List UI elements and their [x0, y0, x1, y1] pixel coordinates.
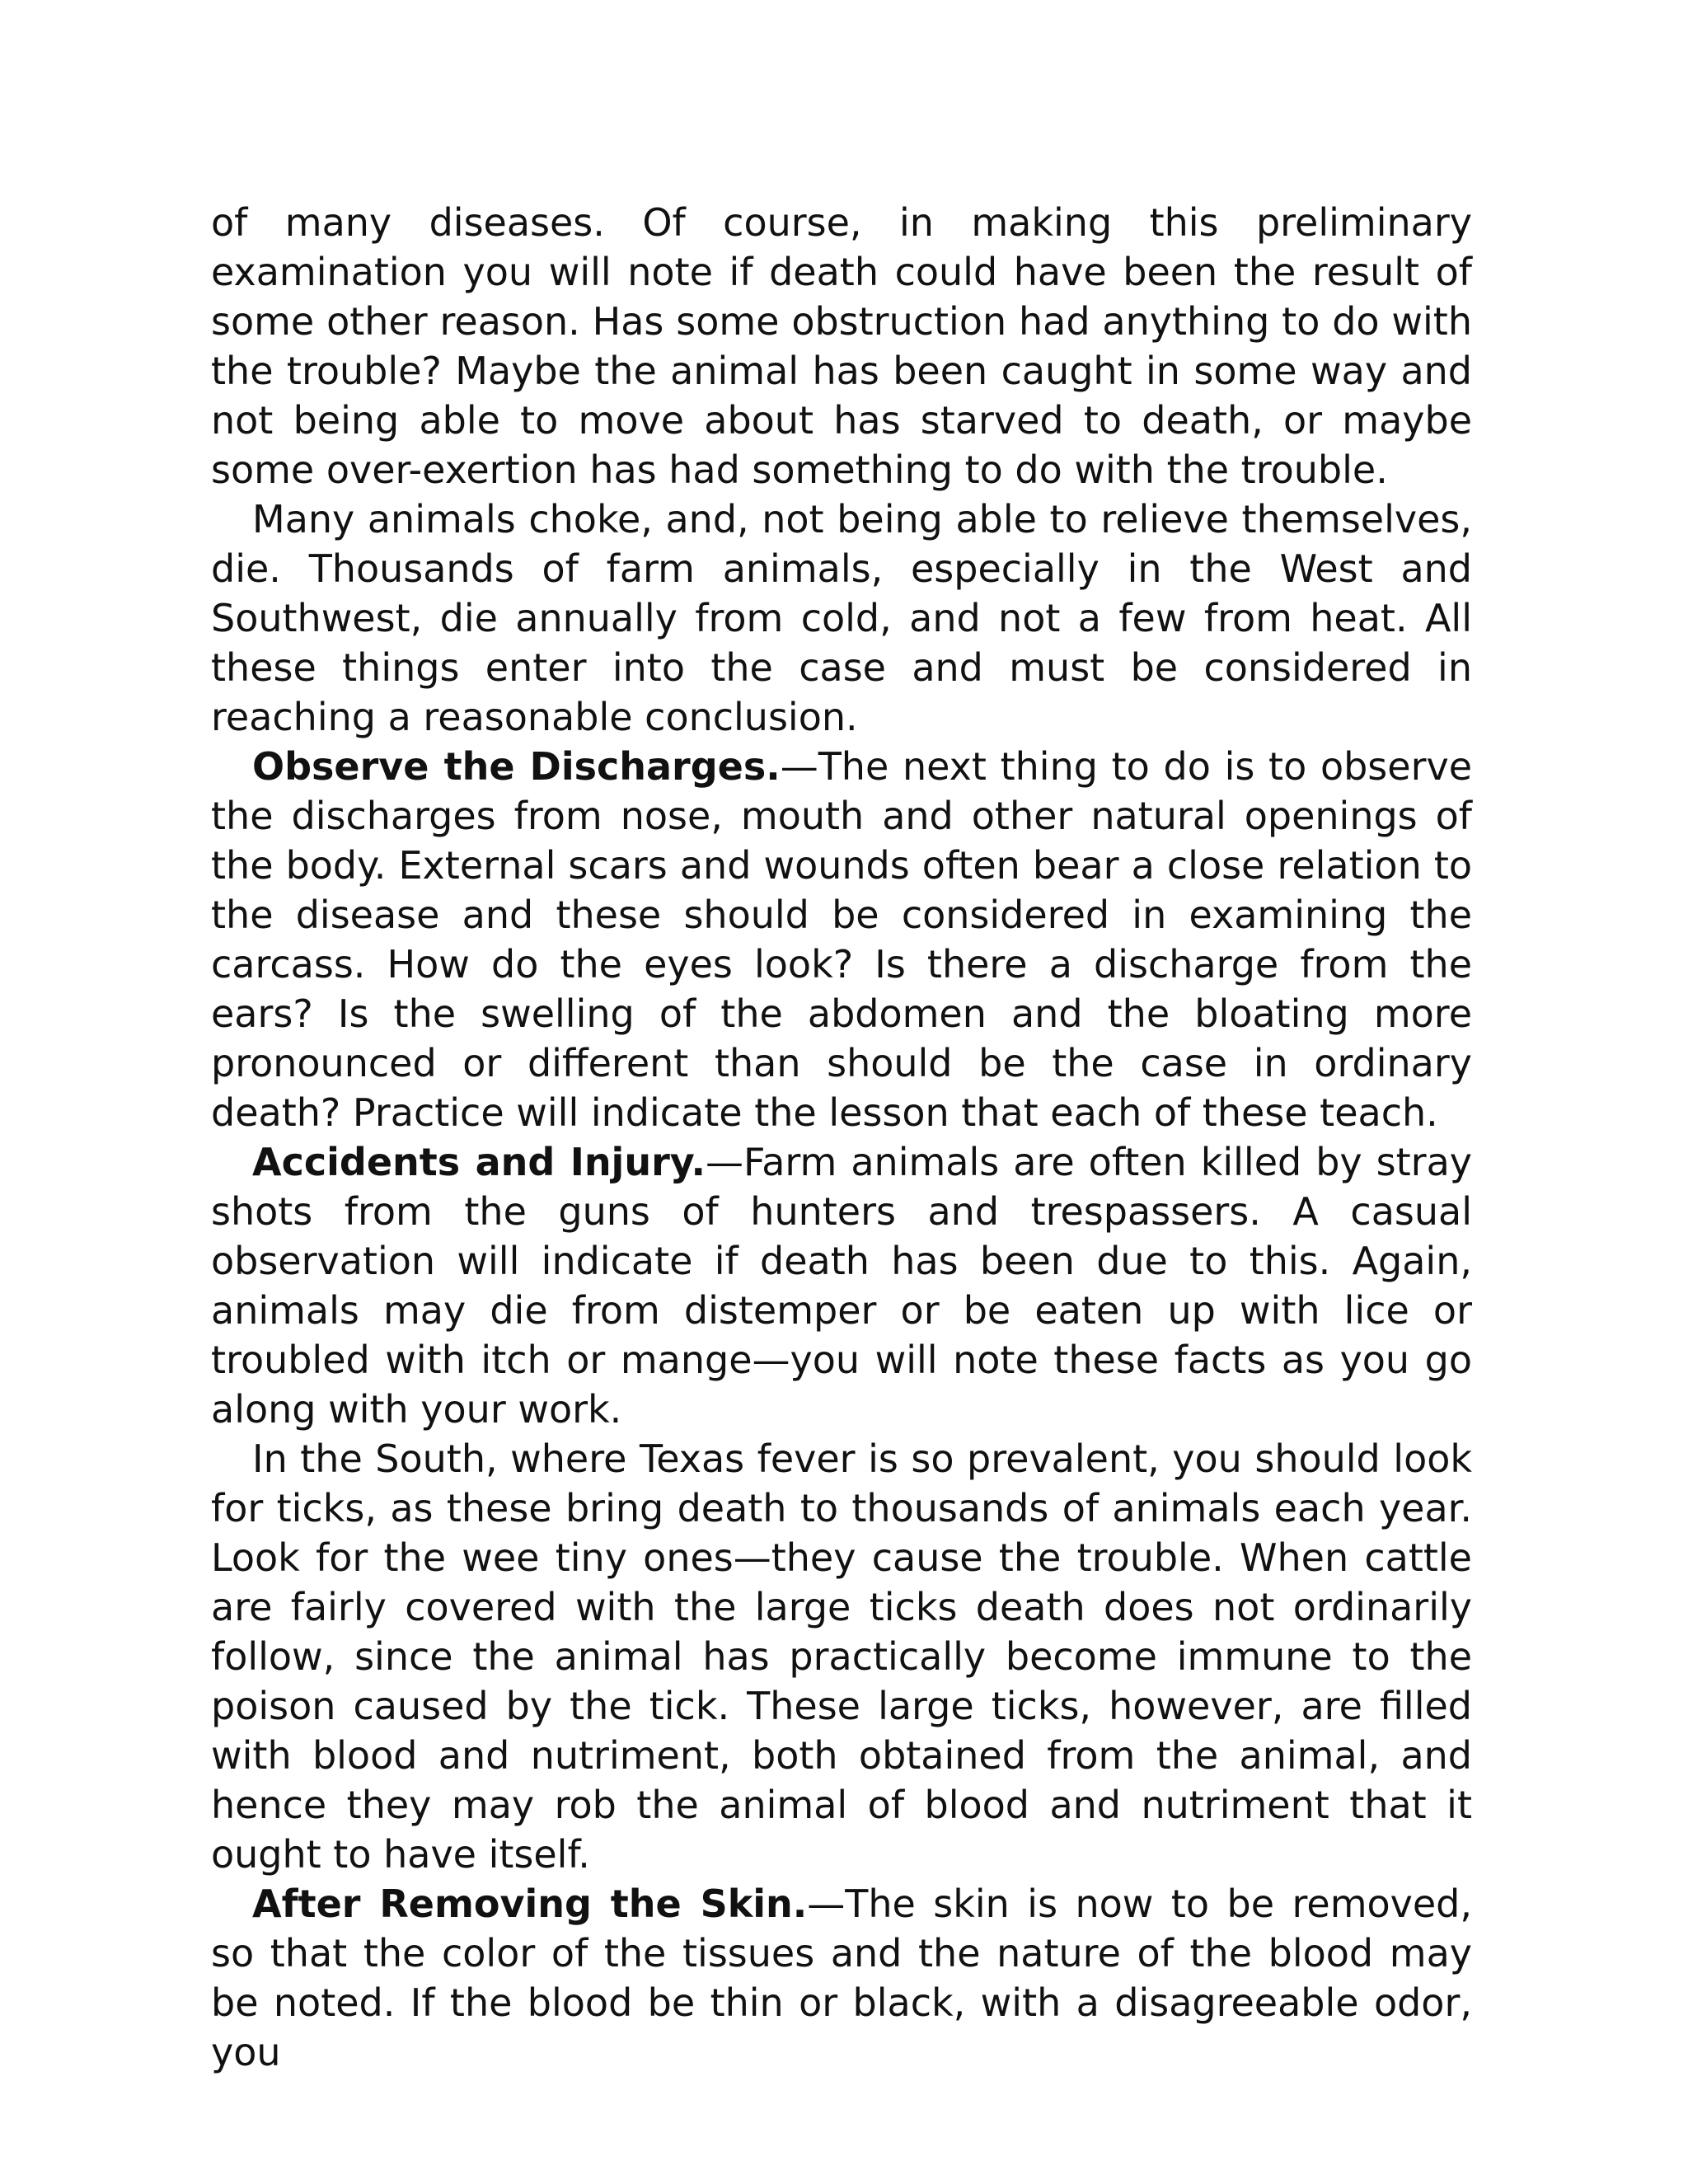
paragraph-text: —The next thing to do is to observe the discharges from nose, mouth and other natural openings of the body. External scars and wounds often bear a close relation to the disease and these should be considered in examining the carcass. How do the eyes look? Is there a discharge from the ears? Is the swelling of the abdomen and the bloating more pronounced or different than should be the case in ordinary death? Practice will indicate the lesson that each of these teach.	[211, 744, 1473, 1135]
section-heading: Accidents and Injury.	[252, 1140, 706, 1184]
paragraph-text: In the South, where Texas fever is so prevalent, you should look for ticks, as these bring death to thousands of animals each year. Look for the wee tiny ones—they cause the trouble. When cattle are fairly covered with the large ticks death does not ordinarily follow, since the animal has practically become immune to the poison caused by the tick. These large ticks, however, are filled with blood and nutriment, both obtained from the animal, and hence they may rob the animal of blood and nutriment that it ought to have itself.	[211, 1436, 1472, 1877]
paragraph-text: of many diseases. Of course, in making this preliminary examination you will note if death could have been the result of some other reason. Has some obstruction had anything to do with the trouble? Maybe the animal has been caught in some way and not being able to move about has starved to death, or maybe some over-exertion has had something to do with the trouble.	[211, 200, 1472, 492]
paragraph-text: Many animals choke, and, not being able to relieve themselves, die. Thousands of farm animals, especially in the West and Southwest, die annually from cold, and not a few from heat. All these things enter into the case and must be considered in reaching a reasonable conclusion.	[211, 497, 1472, 739]
section-heading: After Removing the Skin.	[252, 1882, 808, 1926]
paragraph-3	[211, 742, 1472, 1137]
page-text	[211, 198, 1472, 2077]
paragraph-6	[211, 1879, 1472, 2077]
paragraph-1	[211, 198, 1472, 494]
section-heading: Observe the Discharges.	[252, 744, 781, 789]
paragraph-2	[211, 494, 1472, 742]
paragraph-5	[211, 1434, 1472, 1879]
paragraph-4	[211, 1137, 1472, 1434]
paragraph-text: —Farm animals are often killed by stray shots from the guns of hunters and trespassers. A casual observation will indicate if death has been due to this. Again, animals may die from distemper or be eaten up with lice or troubled with itch or mange—you will note these facts as you go along with your work.	[211, 1140, 1472, 1432]
paragraph-text: —The skin is now to be removed, so that the color of the tissues and the nature of the blood may be noted. If the blood be thin or black, with a disagreeable odor, you	[211, 1882, 1472, 2074]
